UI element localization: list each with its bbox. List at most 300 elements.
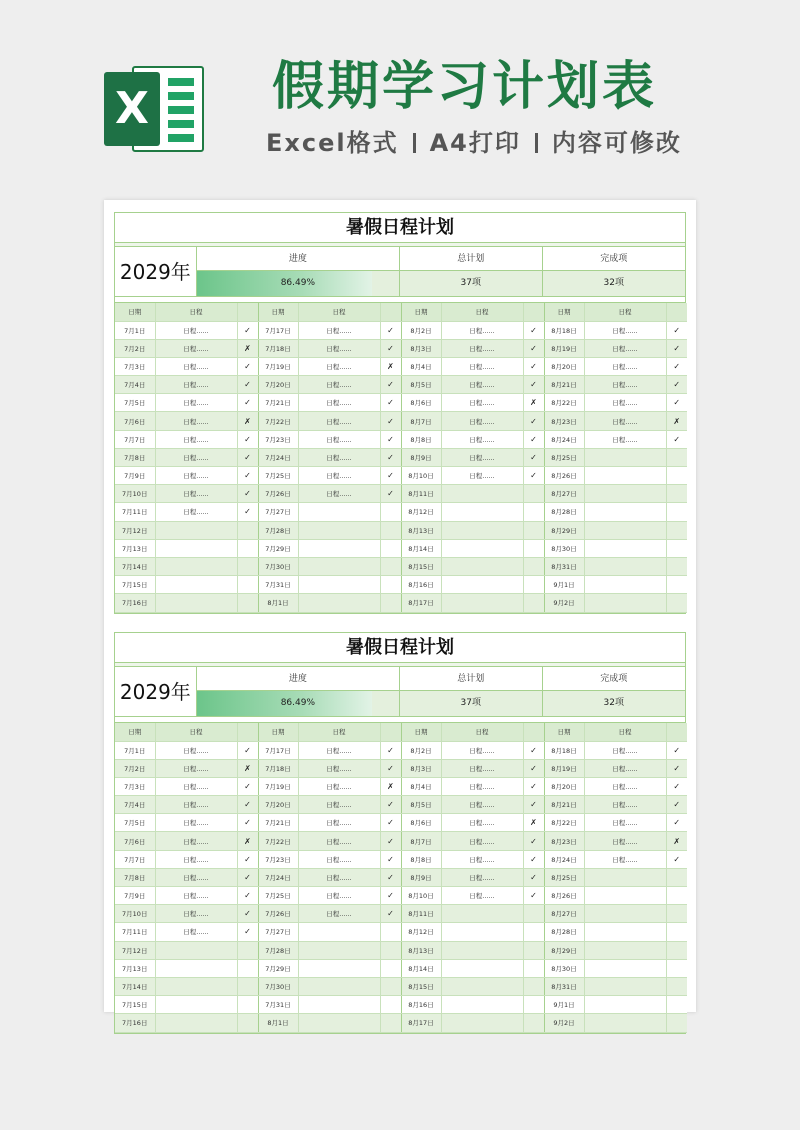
task-cell[interactable]	[584, 1014, 666, 1032]
date-cell: 8月17日	[401, 594, 441, 612]
status-mark[interactable]: ✓	[380, 339, 401, 357]
status-mark[interactable]	[237, 1014, 258, 1032]
status-mark[interactable]	[237, 557, 258, 575]
task-cell[interactable]	[298, 539, 380, 557]
task-cell[interactable]: 日程......	[584, 412, 666, 430]
date-cell: 8月9日	[401, 448, 441, 466]
status-mark[interactable]	[523, 996, 544, 1014]
status-mark[interactable]	[237, 996, 258, 1014]
date-cell: 7月10日	[115, 905, 155, 923]
status-mark[interactable]: ✓	[380, 832, 401, 850]
task-cell[interactable]: 日程......	[155, 887, 237, 905]
task-cell[interactable]: 日程......	[584, 832, 666, 850]
task-cell[interactable]: 日程......	[298, 796, 380, 814]
status-mark[interactable]: ✓	[523, 339, 544, 357]
status-mark[interactable]: ✓	[237, 741, 258, 759]
date-cell: 9月2日	[544, 1014, 584, 1032]
status-mark[interactable]	[380, 1014, 401, 1032]
task-cell[interactable]: 日程......	[441, 467, 523, 485]
status-mark[interactable]	[523, 485, 544, 503]
task-cell[interactable]: 日程......	[155, 868, 237, 886]
date-cell: 8月4日	[401, 357, 441, 375]
excel-logo-icon	[104, 62, 204, 157]
task-cell[interactable]: 日程......	[441, 394, 523, 412]
table-row	[115, 576, 687, 594]
status-mark[interactable]: ✓	[380, 741, 401, 759]
date-cell: 7月1日	[115, 321, 155, 339]
task-cell[interactable]	[155, 977, 237, 995]
status-mark[interactable]	[237, 977, 258, 995]
status-mark[interactable]: ✓	[523, 850, 544, 868]
task-cell[interactable]	[155, 557, 237, 575]
status-mark[interactable]: ✓	[380, 868, 401, 886]
task-cell[interactable]	[155, 996, 237, 1014]
task-cell[interactable]	[155, 941, 237, 959]
status-mark[interactable]	[380, 557, 401, 575]
task-cell[interactable]	[298, 941, 380, 959]
status-mark[interactable]	[523, 941, 544, 959]
task-cell[interactable]	[584, 868, 666, 886]
status-mark[interactable]: ✓	[237, 430, 258, 448]
task-cell[interactable]	[441, 996, 523, 1014]
status-mark[interactable]: ✓	[666, 321, 687, 339]
status-mark[interactable]: ✓	[523, 796, 544, 814]
task-cell[interactable]: 日程......	[584, 777, 666, 795]
status-mark[interactable]: ✓	[666, 850, 687, 868]
status-mark[interactable]: ✓	[380, 887, 401, 905]
status-mark[interactable]: ✓	[666, 376, 687, 394]
table-row	[115, 923, 687, 941]
task-cell[interactable]: 日程......	[584, 430, 666, 448]
status-mark[interactable]: ✗	[523, 394, 544, 412]
task-cell[interactable]	[441, 594, 523, 612]
task-cell[interactable]	[155, 539, 237, 557]
status-mark[interactable]: ✓	[237, 814, 258, 832]
column-header: 日程	[441, 723, 523, 741]
date-cell: 7月30日	[258, 557, 298, 575]
status-mark[interactable]: ✓	[523, 412, 544, 430]
summary-label: 总计划	[400, 247, 542, 271]
task-cell[interactable]: 日程......	[298, 448, 380, 466]
task-cell[interactable]	[584, 959, 666, 977]
status-mark[interactable]: ✓	[666, 357, 687, 375]
task-cell[interactable]	[441, 941, 523, 959]
task-cell[interactable]: 日程......	[298, 832, 380, 850]
task-cell[interactable]: 日程......	[155, 467, 237, 485]
status-mark[interactable]: ✓	[380, 905, 401, 923]
status-mark[interactable]	[237, 576, 258, 594]
task-cell[interactable]: 日程......	[155, 850, 237, 868]
status-mark[interactable]	[523, 539, 544, 557]
task-cell[interactable]	[298, 576, 380, 594]
excel-logo-letter: X	[104, 72, 160, 146]
task-cell[interactable]: 日程......	[155, 485, 237, 503]
task-cell[interactable]: 日程......	[155, 376, 237, 394]
task-cell[interactable]: 日程......	[155, 759, 237, 777]
status-mark[interactable]: ✓	[523, 321, 544, 339]
status-mark[interactable]	[666, 576, 687, 594]
status-mark[interactable]	[666, 448, 687, 466]
status-mark[interactable]	[666, 485, 687, 503]
status-mark[interactable]: ✓	[380, 814, 401, 832]
task-cell[interactable]	[441, 905, 523, 923]
status-mark[interactable]	[666, 1014, 687, 1032]
summary-value-text: 32项	[603, 698, 624, 708]
summary-row	[115, 247, 685, 297]
task-cell[interactable]	[584, 467, 666, 485]
status-mark[interactable]: ✓	[666, 339, 687, 357]
status-mark[interactable]	[666, 503, 687, 521]
status-mark[interactable]	[666, 868, 687, 886]
status-mark[interactable]	[380, 941, 401, 959]
status-mark[interactable]: ✓	[237, 485, 258, 503]
status-mark[interactable]	[237, 539, 258, 557]
task-cell[interactable]	[584, 923, 666, 941]
status-mark[interactable]: ✓	[666, 430, 687, 448]
status-mark[interactable]: ✓	[666, 741, 687, 759]
task-cell[interactable]: 日程......	[155, 339, 237, 357]
status-mark[interactable]: ✓	[237, 467, 258, 485]
status-mark[interactable]: ✓	[380, 759, 401, 777]
date-cell: 8月30日	[544, 539, 584, 557]
status-mark[interactable]	[523, 977, 544, 995]
status-mark[interactable]: ✓	[237, 868, 258, 886]
task-cell[interactable]	[441, 539, 523, 557]
date-cell: 7月19日	[258, 357, 298, 375]
summary-row	[115, 667, 685, 717]
status-mark[interactable]	[666, 539, 687, 557]
status-mark[interactable]: ✓	[380, 321, 401, 339]
status-mark[interactable]	[523, 503, 544, 521]
status-mark[interactable]: ✗	[380, 777, 401, 795]
task-cell[interactable]	[155, 594, 237, 612]
task-cell[interactable]: 日程......	[441, 448, 523, 466]
task-cell[interactable]: 日程......	[298, 905, 380, 923]
status-mark[interactable]	[666, 923, 687, 941]
status-mark[interactable]: ✓	[237, 905, 258, 923]
task-cell[interactable]: 日程......	[441, 887, 523, 905]
status-mark[interactable]: ✓	[666, 814, 687, 832]
status-mark[interactable]	[666, 557, 687, 575]
status-mark[interactable]	[666, 959, 687, 977]
status-mark[interactable]	[523, 594, 544, 612]
task-cell[interactable]	[298, 996, 380, 1014]
status-mark[interactable]: ✓	[237, 923, 258, 941]
task-cell[interactable]: 日程......	[584, 814, 666, 832]
task-cell[interactable]: 日程......	[155, 412, 237, 430]
date-cell: 8月31日	[544, 977, 584, 995]
status-mark[interactable]	[666, 467, 687, 485]
task-cell[interactable]	[441, 977, 523, 995]
task-cell[interactable]: 日程......	[155, 430, 237, 448]
task-cell[interactable]: 日程......	[441, 430, 523, 448]
task-cell[interactable]	[298, 594, 380, 612]
task-cell[interactable]	[441, 576, 523, 594]
table-row	[115, 557, 687, 575]
task-cell[interactable]: 日程......	[584, 796, 666, 814]
task-cell[interactable]: 日程......	[441, 777, 523, 795]
task-cell[interactable]: 日程......	[298, 887, 380, 905]
task-cell[interactable]	[155, 959, 237, 977]
task-cell[interactable]: 日程......	[155, 394, 237, 412]
task-cell[interactable]	[155, 521, 237, 539]
date-cell: 7月20日	[258, 376, 298, 394]
status-mark[interactable]: ✓	[523, 759, 544, 777]
task-cell[interactable]: 日程......	[155, 923, 237, 941]
status-mark[interactable]	[666, 887, 687, 905]
task-cell[interactable]	[441, 485, 523, 503]
summary-value-text: 86.49%	[280, 698, 316, 708]
task-cell[interactable]	[441, 959, 523, 977]
task-cell[interactable]: 日程......	[298, 394, 380, 412]
status-mark[interactable]	[523, 959, 544, 977]
task-cell[interactable]: 日程......	[441, 832, 523, 850]
task-cell[interactable]	[155, 1014, 237, 1032]
status-mark[interactable]: ✓	[380, 485, 401, 503]
status-mark[interactable]: ✗	[237, 759, 258, 777]
task-cell[interactable]	[441, 521, 523, 539]
task-cell[interactable]: 日程......	[155, 777, 237, 795]
task-cell[interactable]: 日程......	[584, 376, 666, 394]
task-cell[interactable]	[298, 977, 380, 995]
status-mark[interactable]	[666, 996, 687, 1014]
table-row	[115, 357, 687, 375]
task-cell[interactable]	[584, 977, 666, 995]
task-cell[interactable]: 日程......	[584, 321, 666, 339]
status-mark[interactable]	[237, 521, 258, 539]
status-mark[interactable]: ✓	[666, 796, 687, 814]
date-cell: 8月25日	[544, 868, 584, 886]
task-cell[interactable]: 日程......	[298, 850, 380, 868]
date-cell: 7月7日	[115, 850, 155, 868]
status-mark[interactable]: ✓	[523, 430, 544, 448]
task-cell[interactable]	[441, 503, 523, 521]
status-mark[interactable]	[380, 996, 401, 1014]
task-cell[interactable]: 日程......	[155, 321, 237, 339]
task-cell[interactable]: 日程......	[155, 814, 237, 832]
table-row	[115, 796, 687, 814]
task-cell[interactable]: 日程......	[441, 814, 523, 832]
task-cell[interactable]: 日程......	[441, 741, 523, 759]
task-cell[interactable]: 日程......	[155, 905, 237, 923]
status-mark[interactable]	[666, 521, 687, 539]
status-mark[interactable]: ✓	[380, 394, 401, 412]
status-mark[interactable]: ✓	[380, 796, 401, 814]
table-row	[115, 376, 687, 394]
task-cell[interactable]: 日程......	[298, 485, 380, 503]
column-header: 日期	[401, 723, 441, 741]
status-mark[interactable]: ✓	[237, 321, 258, 339]
status-mark[interactable]	[237, 959, 258, 977]
summary-value	[400, 271, 542, 296]
task-cell[interactable]: 日程......	[441, 339, 523, 357]
task-cell[interactable]: 日程......	[298, 741, 380, 759]
status-mark[interactable]: ✓	[380, 448, 401, 466]
status-mark[interactable]	[523, 576, 544, 594]
task-cell[interactable]	[584, 485, 666, 503]
status-mark[interactable]	[380, 503, 401, 521]
date-cell: 9月1日	[544, 576, 584, 594]
status-mark[interactable]: ✗	[237, 832, 258, 850]
task-cell[interactable]: 日程......	[155, 357, 237, 375]
task-cell[interactable]	[584, 887, 666, 905]
summary-cell	[400, 667, 543, 716]
date-cell: 9月2日	[544, 594, 584, 612]
status-mark[interactable]: ✗	[666, 832, 687, 850]
status-mark[interactable]: ✓	[237, 448, 258, 466]
status-mark[interactable]	[380, 594, 401, 612]
task-cell[interactable]: 日程......	[584, 850, 666, 868]
task-cell[interactable]: 日程......	[441, 868, 523, 886]
task-cell[interactable]	[441, 557, 523, 575]
task-cell[interactable]: 日程......	[298, 759, 380, 777]
status-mark[interactable]: ✓	[380, 412, 401, 430]
status-mark[interactable]	[380, 959, 401, 977]
task-cell[interactable]: 日程......	[441, 412, 523, 430]
status-mark[interactable]: ✓	[523, 868, 544, 886]
task-cell[interactable]: 日程......	[298, 868, 380, 886]
task-cell[interactable]: 日程......	[298, 467, 380, 485]
task-cell[interactable]: 日程......	[441, 796, 523, 814]
column-header	[237, 303, 258, 321]
status-mark[interactable]	[523, 905, 544, 923]
task-cell[interactable]	[155, 576, 237, 594]
task-cell[interactable]	[441, 923, 523, 941]
task-cell[interactable]	[298, 521, 380, 539]
status-mark[interactable]	[380, 539, 401, 557]
status-mark[interactable]: ✓	[666, 759, 687, 777]
status-mark[interactable]	[380, 923, 401, 941]
status-mark[interactable]: ✓	[380, 850, 401, 868]
task-cell[interactable]: 日程......	[155, 448, 237, 466]
task-cell[interactable]: 日程......	[298, 339, 380, 357]
date-cell: 8月24日	[544, 850, 584, 868]
task-cell[interactable]: 日程......	[584, 394, 666, 412]
task-cell[interactable]: 日程......	[441, 850, 523, 868]
task-cell[interactable]	[584, 448, 666, 466]
status-mark[interactable]: ✗	[523, 814, 544, 832]
task-cell[interactable]: 日程......	[298, 814, 380, 832]
date-cell: 7月31日	[258, 576, 298, 594]
status-mark[interactable]: ✓	[380, 467, 401, 485]
task-cell[interactable]	[584, 594, 666, 612]
status-mark[interactable]	[237, 594, 258, 612]
status-mark[interactable]	[380, 977, 401, 995]
task-cell[interactable]	[584, 521, 666, 539]
task-cell[interactable]: 日程......	[155, 503, 237, 521]
status-mark[interactable]	[666, 905, 687, 923]
status-mark[interactable]	[523, 557, 544, 575]
task-cell[interactable]	[298, 923, 380, 941]
schedule-sheet	[114, 632, 686, 1034]
task-cell[interactable]	[584, 996, 666, 1014]
task-cell[interactable]: 日程......	[584, 741, 666, 759]
table-header-row	[115, 303, 687, 321]
status-mark[interactable]: ✓	[523, 741, 544, 759]
status-mark[interactable]: ✗	[237, 412, 258, 430]
task-cell[interactable]	[584, 576, 666, 594]
task-cell[interactable]: 日程......	[155, 832, 237, 850]
task-cell[interactable]	[584, 557, 666, 575]
date-cell: 7月14日	[115, 557, 155, 575]
task-cell[interactable]	[584, 539, 666, 557]
status-mark[interactable]	[523, 521, 544, 539]
status-mark[interactable]: ✓	[237, 357, 258, 375]
status-mark[interactable]: ✓	[237, 887, 258, 905]
task-cell[interactable]: 日程......	[441, 321, 523, 339]
status-mark[interactable]	[666, 594, 687, 612]
task-cell[interactable]: 日程......	[298, 412, 380, 430]
task-cell[interactable]: 日程......	[441, 376, 523, 394]
status-mark[interactable]: ✓	[666, 777, 687, 795]
task-cell[interactable]	[584, 941, 666, 959]
status-mark[interactable]: ✓	[523, 832, 544, 850]
status-mark[interactable]: ✓	[523, 357, 544, 375]
task-cell[interactable]	[298, 503, 380, 521]
status-mark[interactable]: ✓	[380, 430, 401, 448]
status-mark[interactable]	[666, 941, 687, 959]
status-mark[interactable]: ✓	[380, 376, 401, 394]
task-cell[interactable]: 日程......	[298, 357, 380, 375]
status-mark[interactable]: ✓	[237, 850, 258, 868]
schedule-sheet	[114, 212, 686, 614]
date-cell: 8月25日	[544, 448, 584, 466]
task-cell[interactable]	[298, 959, 380, 977]
status-mark[interactable]: ✓	[237, 394, 258, 412]
task-cell[interactable]	[584, 905, 666, 923]
status-mark[interactable]: ✓	[237, 376, 258, 394]
column-header: 日期	[401, 303, 441, 321]
status-mark[interactable]: ✓	[237, 796, 258, 814]
status-mark[interactable]: ✓	[237, 503, 258, 521]
task-cell[interactable]	[584, 503, 666, 521]
task-cell[interactable]: 日程......	[584, 759, 666, 777]
status-mark[interactable]: ✓	[523, 376, 544, 394]
task-cell[interactable]: 日程......	[584, 357, 666, 375]
task-cell[interactable]: 日程......	[155, 741, 237, 759]
task-cell[interactable]: 日程......	[155, 796, 237, 814]
date-cell: 7月15日	[115, 576, 155, 594]
schedule-table	[115, 303, 687, 613]
task-cell[interactable]: 日程......	[298, 777, 380, 795]
status-mark[interactable]: ✗	[237, 339, 258, 357]
task-cell[interactable]: 日程......	[298, 376, 380, 394]
task-cell[interactable]	[298, 1014, 380, 1032]
status-mark[interactable]	[523, 923, 544, 941]
status-mark[interactable]	[666, 977, 687, 995]
status-mark[interactable]	[380, 521, 401, 539]
status-mark[interactable]: ✓	[523, 887, 544, 905]
task-cell[interactable]: 日程......	[584, 339, 666, 357]
status-mark[interactable]	[380, 576, 401, 594]
task-cell[interactable]	[441, 1014, 523, 1032]
task-cell[interactable]	[298, 557, 380, 575]
task-cell[interactable]: 日程......	[298, 321, 380, 339]
status-mark[interactable]	[523, 1014, 544, 1032]
status-mark[interactable]: ✓	[237, 777, 258, 795]
status-mark[interactable]: ✓	[523, 467, 544, 485]
task-cell[interactable]: 日程......	[441, 357, 523, 375]
task-cell[interactable]: 日程......	[441, 759, 523, 777]
status-mark[interactable]: ✓	[666, 394, 687, 412]
status-mark[interactable]	[237, 941, 258, 959]
summary-value-text: 86.49%	[280, 278, 316, 288]
task-cell[interactable]: 日程......	[298, 430, 380, 448]
status-mark[interactable]: ✗	[380, 357, 401, 375]
status-mark[interactable]: ✓	[523, 777, 544, 795]
status-mark[interactable]: ✗	[666, 412, 687, 430]
status-mark[interactable]: ✓	[523, 448, 544, 466]
